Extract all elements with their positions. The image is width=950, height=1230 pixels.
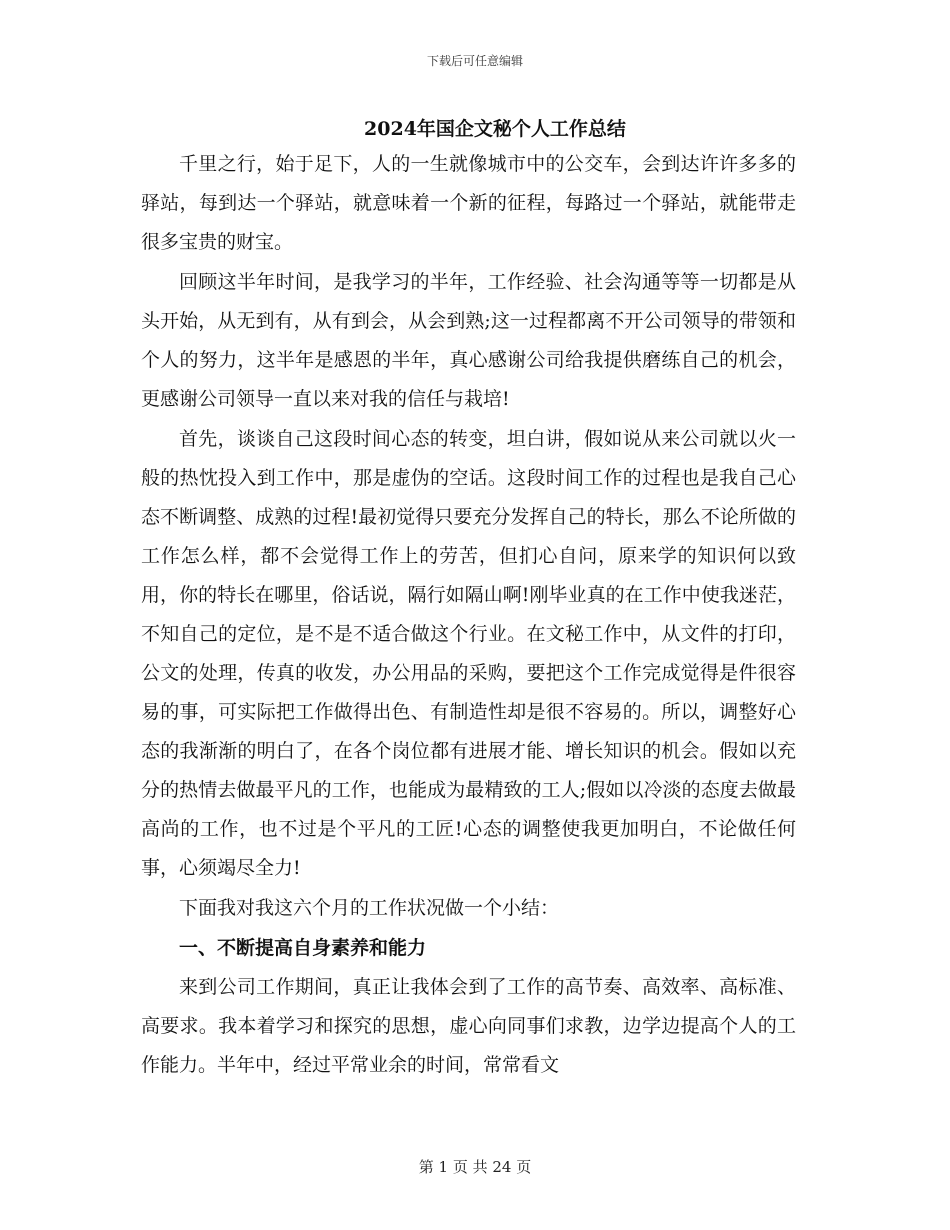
- page-header-note: 下载后可任意编辑: [426, 54, 523, 68]
- document-title: 2024年国企文秘个人工作总结: [364, 118, 626, 140]
- paragraph-summary-lead: 下面我对我这六个月的工作状况做一个小结：: [179, 897, 560, 919]
- page-number-footer: 第 1 页 共 24 页: [418, 1158, 532, 1176]
- paragraph-section-1: 来到公司工作期间，真正让我体会到了工作的高节奏、高效率、高标准、高要求。我本着学习和探究的思想，虚心向同事们求教，边学边提高个人的工作能力。半年中，经过平常业余的时间，常常看文: [141, 976, 796, 1076]
- paragraph-mindset: 首先，谈谈自己这段时间心态的转变，坦白讲，假如说从来公司就以火一般的热忱投入到工作中，那是虚伪的空话。这段时间工作的过程也是我自己心态不断调整、成熟的过程!最初觉得只要充分发挥自己的特长，那么不论所做的工作怎么样，都不会觉得工作上的劳苦，但扪心自问，原来学的知识何以致用，你的特长在哪里，俗话说，隔行如隔山啊!刚毕业真的在工作中使我迷茫，不知自己的定位，是不是不适合做这个行业。在文秘工作中，从文件的打印，公文的处理，传真的收发，办公用品的采购，要把这个工作完成觉得是件很容易的事，可实际把工作做得出色、有制造性却是很不容易的。所以，调整好心态的我渐渐的明白了，在各个岗位都有进展才能、增长知识的机会。假如以充分的热情去做最平凡的工作，也能成为最精致的工人;假如以冷淡的态度去做最高尚的工作，也不过是个平凡的工匠!心态的调整使我更加明白，不论做任何事，心须竭尽全力!: [141, 428, 796, 879]
- paragraph-intro: 千里之行，始于足下，人的一生就像城市中的公交车，会到达许许多多的驿站，每到达一个驿站，就意味着一个新的征程，每路过一个驿站，就能带走很多宝贵的财宝。: [141, 153, 796, 253]
- document-body: [141, 145, 796, 1086]
- paragraph-review: 回顾这半年时间，是我学习的半年，工作经验、社会沟通等等一切都是从头开始，从无到有，从有到会，从会到熟;这一过程都离不开公司领导的带领和个人的努力，这半年是感恩的半年，真心感谢公司给我提供磨练自己的机会，更感谢公司领导一直以来对我的信任与栽培!: [141, 271, 796, 410]
- section-heading-1: 一、不断提高自身素养和能力: [179, 937, 427, 959]
